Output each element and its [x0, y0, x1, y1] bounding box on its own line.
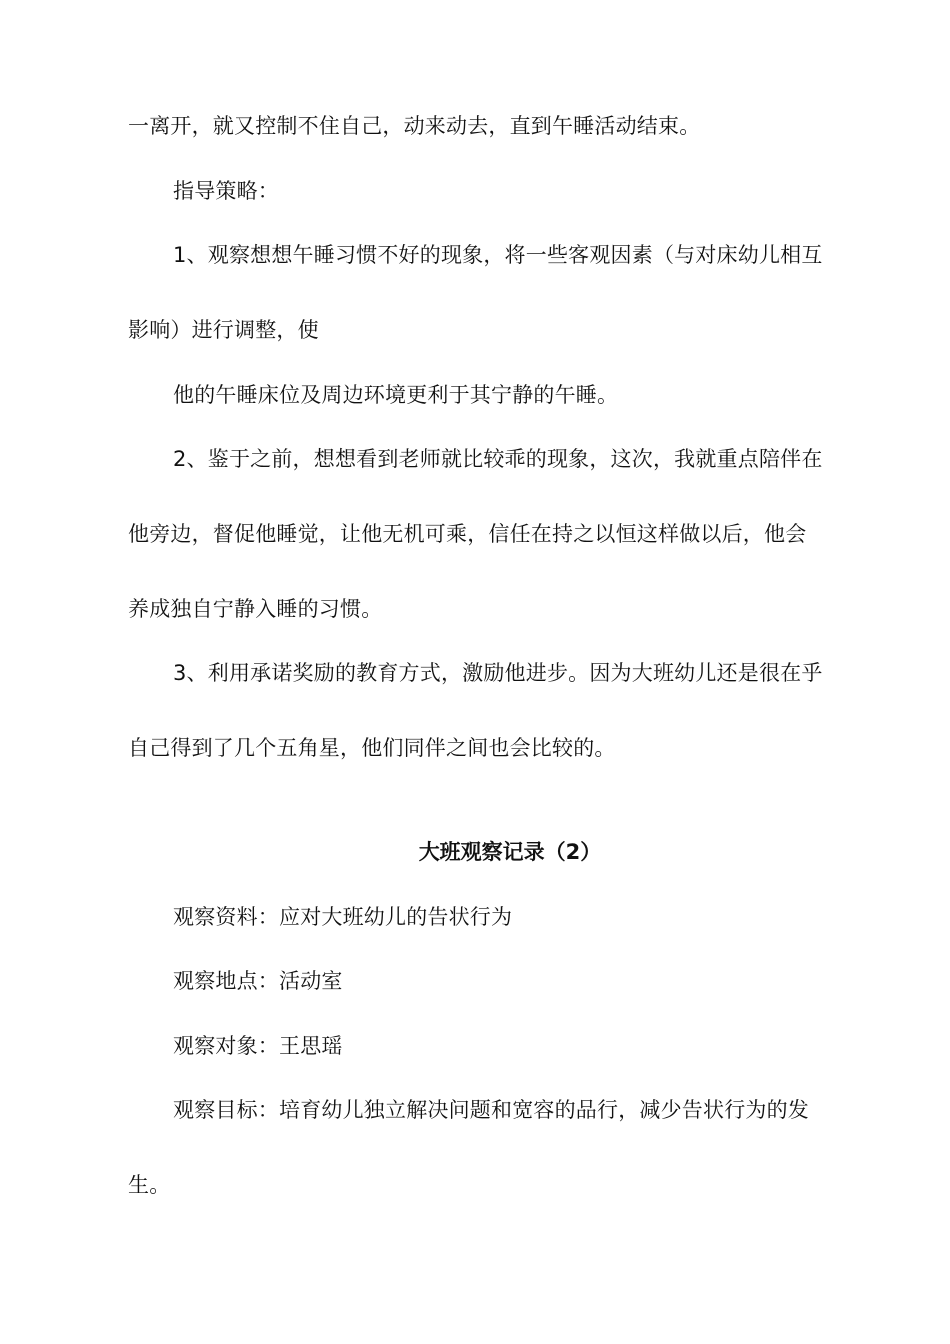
observation-material: 观察资料：应对大班幼儿的告状行为	[173, 905, 513, 929]
paragraph-line: 一离开，就又控制不住自己，动来动去，直到午睡活动结束。	[128, 114, 701, 138]
observation-goal-continued: 生。	[128, 1173, 171, 1197]
paragraph-line: 3、利用承诺奖励的教育方式，激励他进步。因为大班幼儿还是很在乎	[173, 661, 823, 685]
observation-subject: 观察对象：王思瑶	[173, 1034, 343, 1058]
paragraph-line: 他的午睡床位及周边环境更利于其宁静的午睡。	[173, 383, 619, 407]
section-heading: 大班观察记录（2）	[418, 840, 602, 864]
paragraph-line: 1、观察想想午睡习惯不好的现象，将一些客观因素（与对床幼儿相互	[173, 243, 823, 267]
observation-location: 观察地点：活动室	[173, 969, 343, 993]
paragraph-line: 养成独自宁静入睡的习惯。	[128, 597, 383, 621]
paragraph-line: 他旁边，督促他睡觉，让他无机可乘，信任在持之以恒这样做以后，他会	[128, 522, 807, 546]
observation-goal: 观察目标：培育幼儿独立解决问题和宽容的品行，减少告状行为的发	[173, 1098, 809, 1122]
section-label: 指导策略：	[173, 179, 279, 203]
paragraph-line: 自己得到了几个五角星，他们同伴之间也会比较的。	[128, 736, 616, 760]
paragraph-line: 影响）进行调整，使	[128, 318, 319, 342]
paragraph-line: 2、鉴于之前，想想看到老师就比较乖的现象，这次，我就重点陪伴在	[173, 447, 823, 471]
